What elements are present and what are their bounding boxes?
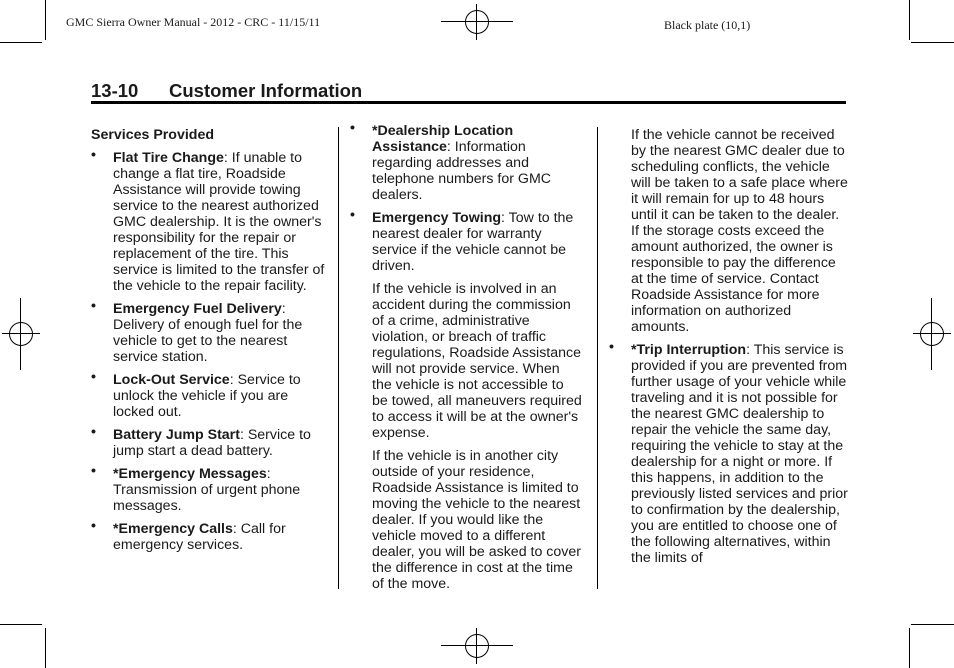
print-header-left: GMC Sierra Owner Manual - 2012 - CRC - 11/15/11: [66, 15, 321, 29]
crop-mark: [911, 42, 954, 43]
crop-mark: [45, 628, 46, 668]
column-divider: [338, 127, 339, 589]
item-term: *Emergency Calls: [113, 521, 233, 537]
column-1: [91, 127, 332, 553]
crop-mark: [911, 624, 954, 625]
item-term: *Trip Interruption: [631, 342, 747, 358]
item-term: Emergency Fuel Delivery: [113, 301, 282, 317]
registration-mark-circle: [465, 10, 489, 34]
item-text: : Service to unlock the vehicle if you are locked out.: [113, 372, 301, 420]
crop-mark: [45, 0, 46, 40]
item-text: : Tow to the nearest dealer for warranty service if the vehicle cannot be driven.: [372, 210, 574, 274]
item-term: Emergency Towing: [372, 210, 502, 226]
page-title: [91, 80, 362, 102]
list-item: [91, 147, 332, 294]
registration-mark-circle: [920, 322, 944, 346]
column-divider: [597, 127, 598, 589]
column-2: [350, 120, 582, 592]
title-rule: [91, 101, 846, 104]
crop-mark: [0, 624, 42, 625]
bullet: •: [350, 120, 355, 136]
list-item: [91, 424, 332, 459]
crop-mark: [0, 42, 42, 43]
bullet: •: [91, 147, 96, 163]
item-text: : Information regarding addresses and telephone numbers for GMC dealers.: [372, 139, 552, 203]
item-text: : Transmission of urgent phone messages.: [113, 466, 301, 514]
bullet: •: [91, 369, 96, 385]
bullet: •: [91, 463, 96, 479]
list-item: [91, 463, 332, 514]
list-item: [91, 518, 332, 553]
bullet: •: [609, 339, 614, 355]
section-title: Customer Information: [169, 80, 363, 101]
item-term: *Dealership Location Assistance: [372, 123, 514, 155]
bullet: •: [91, 518, 96, 534]
registration-mark-circle: [465, 634, 489, 658]
bullet: •: [91, 424, 96, 440]
item-term: *Emergency Messages: [113, 466, 267, 482]
list-item: [350, 120, 582, 203]
subheading: Services Provided: [91, 127, 215, 143]
list-item: [350, 207, 582, 274]
bullet: •: [91, 298, 96, 314]
crop-mark: [909, 0, 910, 40]
item-term: Flat Tire Change: [113, 150, 224, 166]
item-text: : This service is provided if you are prevented from further usage of your vehicle while traveling and it is not possible for the nearest GMC dealership to repair the vehicle the same day, requiring the vehicle to stay at the dealership for a night or more. If this happens, in addition to the previously listed services and prior to confirmation by the dealership, you are entitled to choose one of the following alternatives, within the limits of: [631, 342, 848, 566]
bullet: •: [350, 207, 355, 223]
item-term: Lock-Out Service: [113, 372, 230, 388]
list-item: [91, 369, 332, 420]
list-item: [91, 298, 332, 365]
item-text: : Delivery of enough fuel for the vehicle to get to the nearest service station.: [113, 301, 303, 365]
column-3: [609, 127, 849, 566]
registration-mark-circle: [9, 322, 33, 346]
item-text: : Call for emergency services.: [113, 521, 286, 553]
item-text: : Service to jump start a dead battery.: [113, 427, 311, 459]
print-header-right: Black plate (10,1): [664, 18, 751, 32]
body-paragraph: If the vehicle is involved in an accident during the commission of a crime, administrative violation, or breach of traffic regulations, Roadside Assistance will not provide service. When the vehicle is not accessible to be towed, all maneuvers required to access it will be at the owner's expense.: [372, 281, 582, 441]
item-term: Battery Jump Start: [113, 427, 240, 443]
body-paragraph: If the vehicle cannot be received by the nearest GMC dealer due to scheduling conflicts, the vehicle will be taken to a safe place where it will remain for up to 48 hours until it can be taken to the dealer. If the storage costs exceed the amount authorized, the owner is responsible to pay the difference at the time of service. Contact Roadside Assistance for more information on authorized amounts.: [631, 127, 848, 335]
crop-mark: [909, 628, 910, 668]
item-text: : If unable to change a flat tire, Roadside Assistance will provide towing service to the nearest authorized GMC dealership. It is the owner's responsibility for the repair or replacement of the tire. This service is limited to the transfer of the vehicle to the repair facility.: [113, 150, 325, 294]
list-item: [609, 339, 849, 566]
section-number: 13-10: [91, 80, 139, 101]
body-paragraph: If the vehicle is in another city outside of your residence, Roadside Assistance is limited to moving the vehicle to the nearest dealer. If you would like the vehicle moved to a different dealer, you will be asked to cover the difference in cost at the time of the move.: [372, 448, 581, 592]
